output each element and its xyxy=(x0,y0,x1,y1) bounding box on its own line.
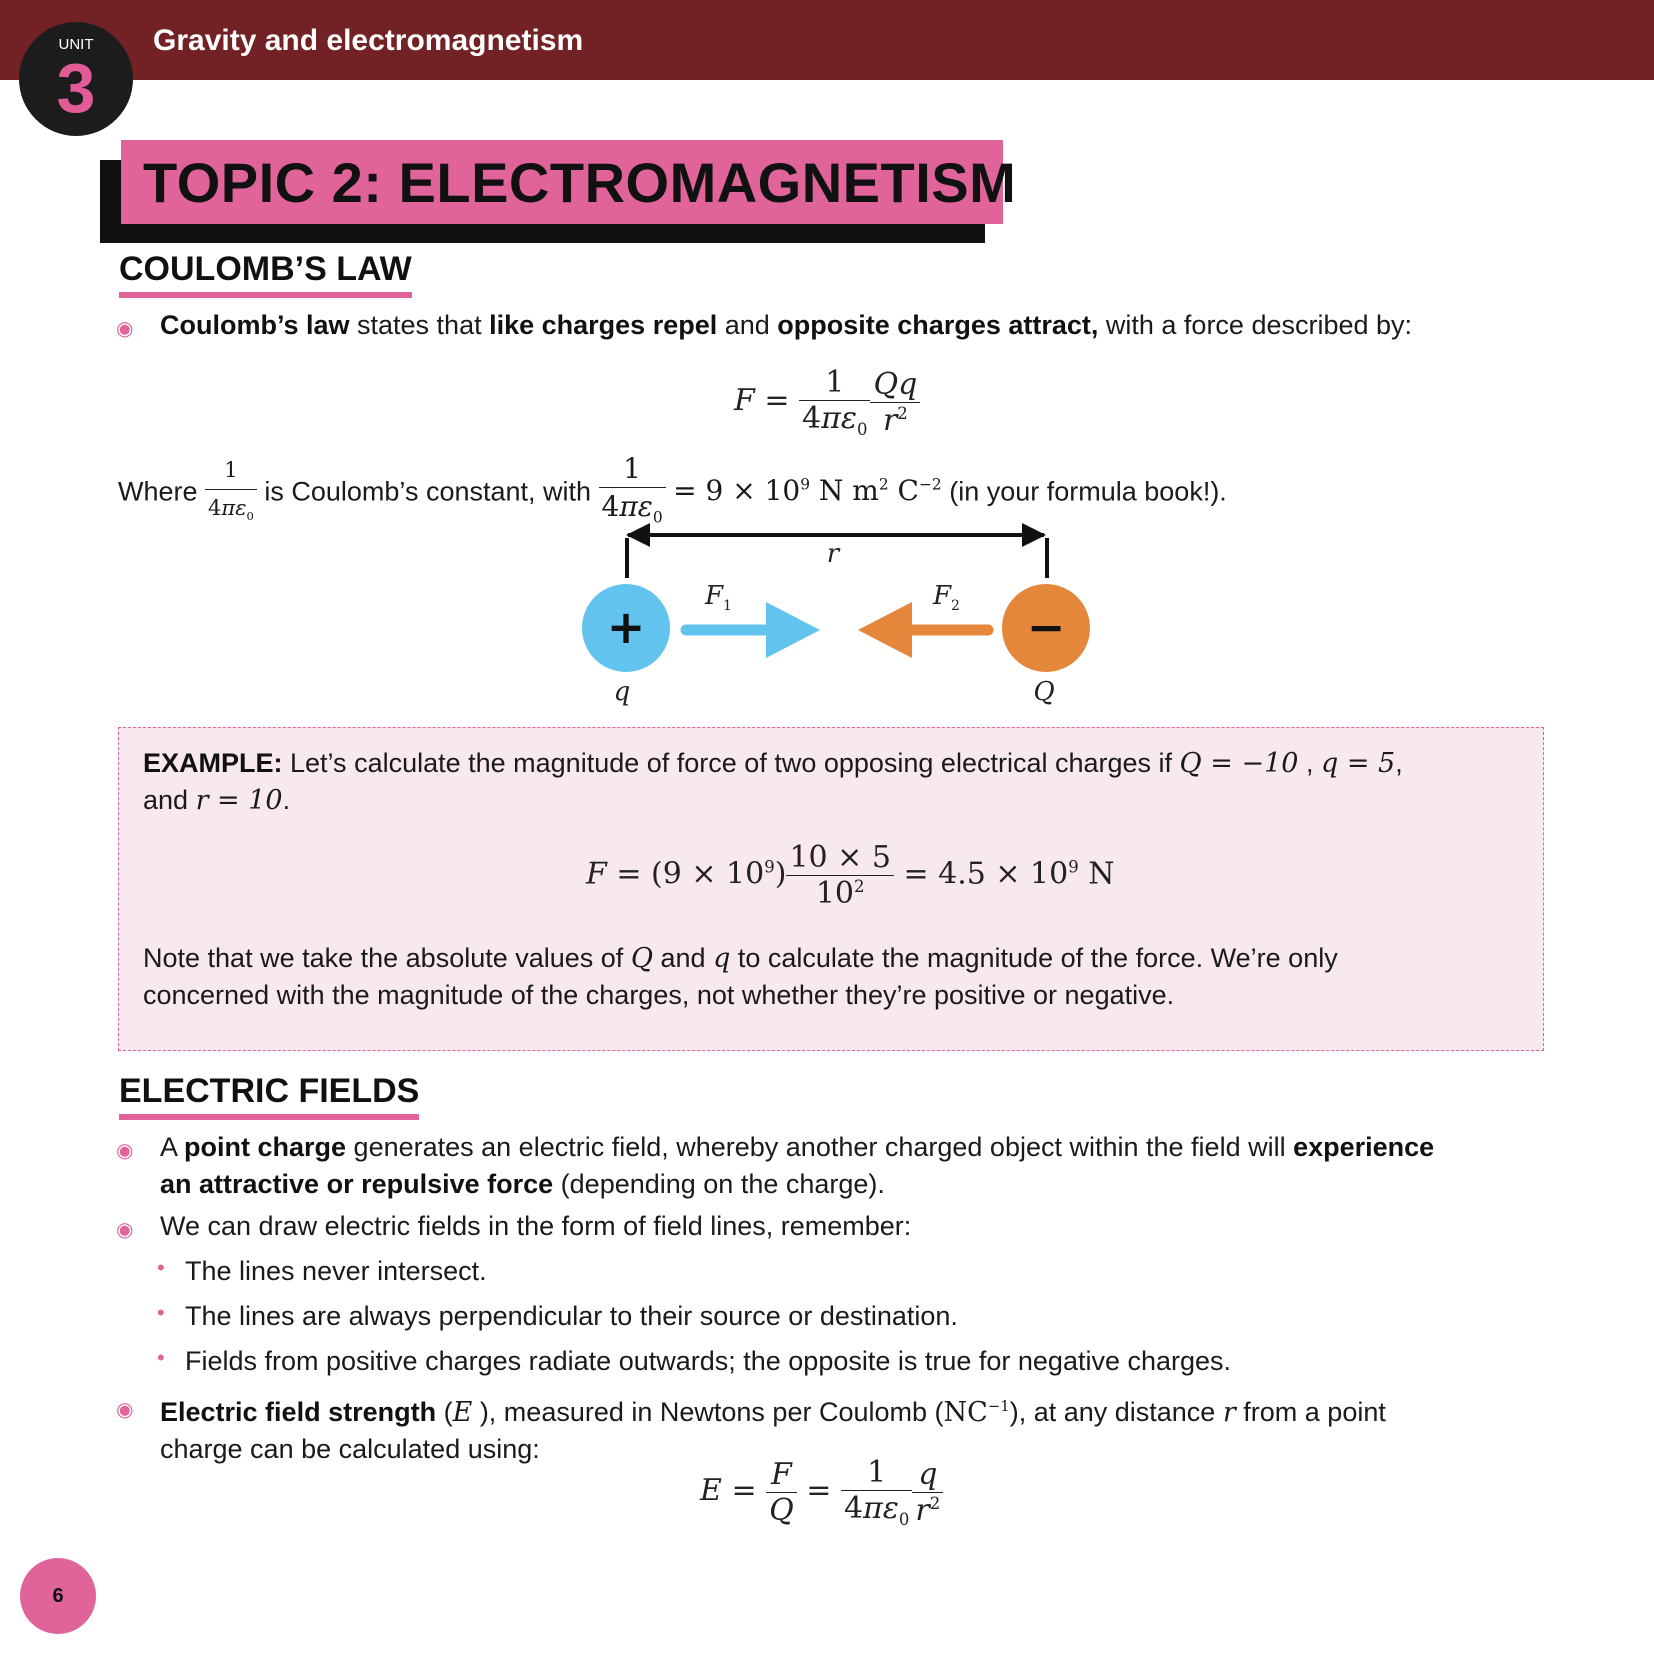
section-heading-electric-fields: ELECTRIC FIELDS xyxy=(119,1072,419,1120)
example-text: EXAMPLE: Let’s calculate the magnitude of force of two opposing electrical charges if Q = −10 , q = 5, and r = 10. xyxy=(143,748,1403,816)
force-label-f2: $F_2$ xyxy=(933,581,960,614)
fields-sub-bullet-3: Fields from positive charges radiate outwards; the opposite is true for negative charges. xyxy=(185,1346,1232,1376)
fields-bullet-3: Electric field strength (E ), measured in Newtons per Coulomb $(NC^{-1})$, at any distance r from a point charge can be calculated using: xyxy=(160,1397,1386,1464)
negative-sign: − xyxy=(1026,600,1066,654)
fields-sub-bullet-1: The lines never intersect. xyxy=(185,1256,487,1286)
unit-badge xyxy=(19,22,133,136)
fields-bullet-1: A point charge generates an electric field, whereby another charged object within the field will experience an attractive or repulsive force (depending on the charge). xyxy=(160,1132,1435,1199)
bullet-icon: ◉ xyxy=(116,1399,134,1421)
positive-sign: + xyxy=(606,600,646,654)
fields-bullet-2: We can draw electric fields in the form of field lines, remember: xyxy=(160,1211,912,1241)
page-number: 6 xyxy=(20,1558,96,1634)
coulomb-diagram xyxy=(560,512,1100,712)
unit-number: 3 xyxy=(56,49,96,127)
bullet-icon: ◉ xyxy=(116,318,134,340)
sub-bullet-icon: • xyxy=(157,1345,165,1370)
distance-label: r xyxy=(826,539,840,569)
sub-bullet-icon: • xyxy=(157,1300,165,1325)
field-strength-formula: E = $\frac{F}{Q}$ = $\frac{1}{4\pi\varepsilon_0}$ $\frac{q}{r^2}$ xyxy=(700,1455,943,1529)
example-note: Note that we take the absolute values of Q and q to calculate the magnitude of the force. We’re only concerned with the magnitude of the charges, not whether they’re positive or negative. xyxy=(143,943,1338,1010)
force-label-f1: $F_1$ xyxy=(705,581,732,614)
unit-label: UNIT xyxy=(58,36,94,53)
charge-label-Q: Q xyxy=(1033,677,1055,707)
coulomb-formula: F = $\frac{1}{4\pi\varepsilon_0}$ $\frac{Qq}{r^2}$ xyxy=(734,365,920,439)
bullet-icon: ◉ xyxy=(116,1140,134,1162)
coulomb-bullet-1: Coulomb’s law states that like charges repel and opposite charges attract, with a force described by: xyxy=(160,310,1413,340)
topic-title: TOPIC 2: ELECTROMAGNETISM xyxy=(143,151,1017,214)
fields-sub-bullet-2: The lines are always perpendicular to their source or destination. xyxy=(185,1301,958,1331)
section-heading-coulombs-law: COULOMB’S LAW xyxy=(119,250,412,298)
unit-title: Gravity and electromagnetism xyxy=(153,24,584,57)
example-formula: $F = (9 \times 10^9)$ $\frac{10 \times 5}{10^2}$ = $4.5 \times 10^9$ N xyxy=(586,840,1115,911)
force-arrow-f2 xyxy=(858,602,988,658)
topic-banner xyxy=(121,140,1017,224)
charge-label-q: q xyxy=(613,677,631,707)
bullet-icon: ◉ xyxy=(116,1219,134,1241)
coulomb-constant-line: Where $\frac{1}{4\pi\varepsilon_0}$ is Coulomb’s constant, with $\frac{1}{4\pi\varepsilon_0}$ = $9 \times 10^9$ N $m^2$ $C^{-2}$ (in your formula book!). xyxy=(118,452,1227,527)
sub-bullet-icon: • xyxy=(157,1255,165,1280)
